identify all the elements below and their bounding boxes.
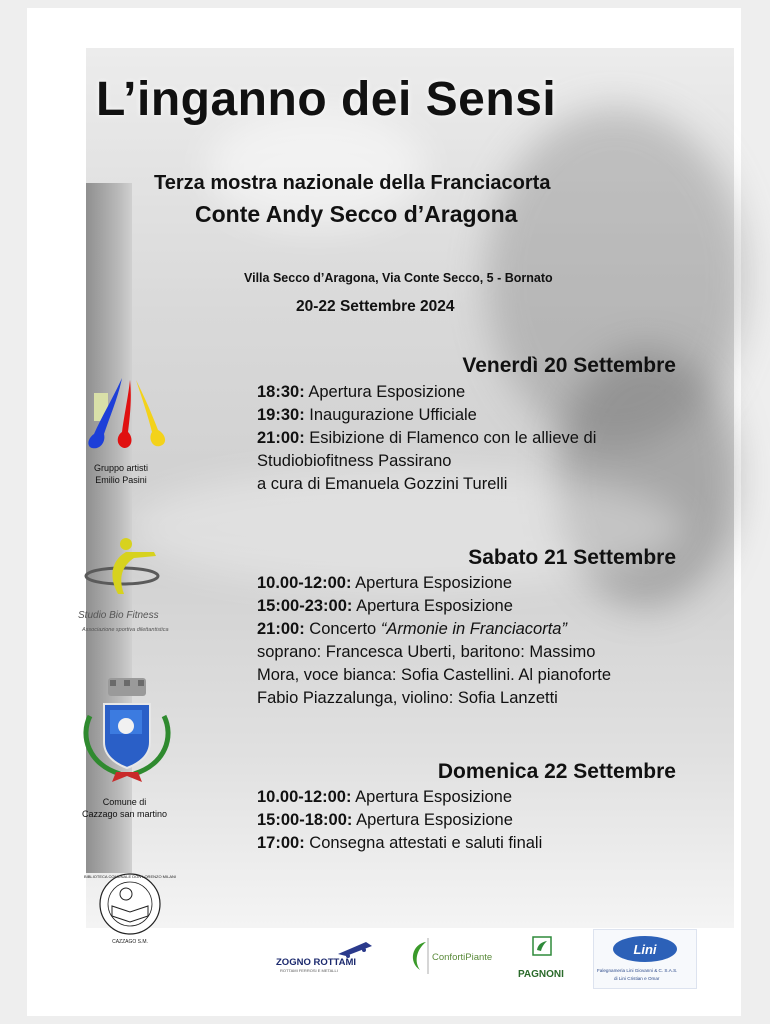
day-heading: Venerdì 20 Settembre — [462, 354, 676, 377]
conforti-name: ConfortiPiante — [432, 952, 493, 963]
event-desc: Apertura Esposizione — [351, 574, 512, 592]
biblioteca-ring-text: BIBLIOTECA COMUNALE DON LORENZO MILANI — [83, 874, 177, 879]
schedule-item — [257, 381, 677, 404]
event-desc: Apertura Esposizione — [352, 811, 513, 829]
caption-line: Gruppo artisti — [94, 463, 149, 473]
poster-title: L’inganno dei Sensi — [96, 73, 557, 126]
studio-bio-fitness-tag: Associazione sportiva dilettantistica — [82, 627, 169, 633]
studio-bio-fitness-logo-icon — [82, 536, 162, 606]
day-heading: Sabato 21 Settembre — [468, 546, 676, 569]
event-time: 19:30: — [257, 406, 305, 424]
gruppo-artisti-logo-icon — [84, 376, 170, 452]
caption-line: Comune di — [102, 797, 147, 807]
pagnoni-logo — [516, 936, 568, 982]
day-schedule — [257, 786, 677, 855]
poster-subtitle: Terza mostra nazionale della Franciacorta — [154, 172, 551, 194]
comune-coat-of-arms-icon — [80, 676, 174, 790]
schedule-item — [257, 404, 677, 427]
pagnoni-emblem-icon — [532, 936, 552, 956]
biblioteca-seal-icon — [83, 870, 177, 946]
poster-sheet — [27, 8, 741, 1016]
event-desc: Consegna attestati e saluti finali — [304, 834, 543, 852]
conforti-piante-logo — [406, 938, 493, 978]
schedule-detail: a cura di Emanuela Gozzini Turelli — [257, 475, 508, 493]
event-time: 18:30: — [257, 383, 305, 401]
conforti-leaf-icon — [406, 938, 430, 974]
event-time: 21:00: — [257, 429, 305, 447]
zogno-name: ZOGNO ROTTAMI — [276, 957, 357, 968]
venue-address: Villa Secco d’Aragona, Via Conte Secco, 5 - Bornato — [244, 271, 553, 285]
event-time: 10.00-12:00: — [257, 788, 352, 806]
day-schedule — [257, 572, 677, 710]
lini-line1: Falegnameria Lini Giovanni & C. S.A.S. — [597, 968, 678, 973]
pagnoni-name: PAGNONI — [518, 969, 564, 980]
event-dates: 20-22 Settembre 2024 — [296, 298, 455, 315]
schedule-item — [257, 786, 677, 809]
caption-line: Cazzago san martino — [82, 809, 168, 819]
lini-logo-text: Lini — [633, 942, 657, 957]
schedule-item — [257, 572, 677, 595]
event-desc: Concerto — [304, 620, 381, 638]
day-schedule — [257, 381, 677, 496]
falegnameria-lini-logo — [593, 929, 697, 989]
day-heading: Domenica 22 Settembre — [437, 760, 676, 783]
schedule-item — [257, 595, 677, 618]
schedule-detail: Mora, voce bianca: Sofia Castellini. Al pianoforte — [257, 666, 612, 684]
event-time: 21:00: — [257, 620, 305, 638]
event-time: 15:00-23:00: — [257, 597, 353, 615]
schedule-detail: Studiobiofitness Passirano — [257, 452, 452, 470]
schedule-item — [257, 809, 677, 832]
schedule-detail: soprano: Francesca Uberti, baritono: Massimo — [257, 643, 596, 661]
lini-line2: di Lini Cristian e Omar — [614, 976, 660, 981]
poster-dedication: Conte Andy Secco d’Aragona — [195, 201, 518, 227]
schedule-item — [257, 427, 677, 450]
zogno-truck-icon — [336, 940, 374, 958]
comune-caption — [82, 796, 167, 820]
event-desc: Apertura Esposizione — [304, 383, 466, 401]
zogno-tag: ROTTAMI FERROSI E METALLI — [280, 968, 338, 973]
gruppo-artisti-caption — [94, 462, 148, 486]
caption-line: Emilio Pasini — [95, 475, 147, 485]
biblioteca-bottom-text: CAZZAGO S.M. — [112, 939, 148, 945]
event-desc: Inaugurazione Ufficiale — [304, 406, 477, 424]
event-desc: Esibizione di Flamenco con le allieve di — [304, 429, 597, 447]
schedule-item — [257, 832, 677, 855]
event-time: 15:00-18:00: — [257, 811, 353, 829]
lini-oval-icon — [610, 934, 680, 964]
schedule-item — [257, 618, 677, 641]
event-time: 17:00: — [257, 834, 305, 852]
event-desc: Apertura Esposizione — [352, 597, 513, 615]
event-time: 10.00-12:00: — [257, 574, 352, 592]
concert-title: “Armonie in Franciacorta” — [380, 620, 567, 638]
zogno-rottami-logo — [276, 940, 376, 976]
studio-bio-fitness-name: Studio Bio Fitness — [78, 610, 159, 621]
event-desc: Apertura Esposizione — [351, 788, 512, 806]
schedule-detail: Fabio Piazzalunga, violino: Sofia Lanzetti — [257, 689, 558, 707]
